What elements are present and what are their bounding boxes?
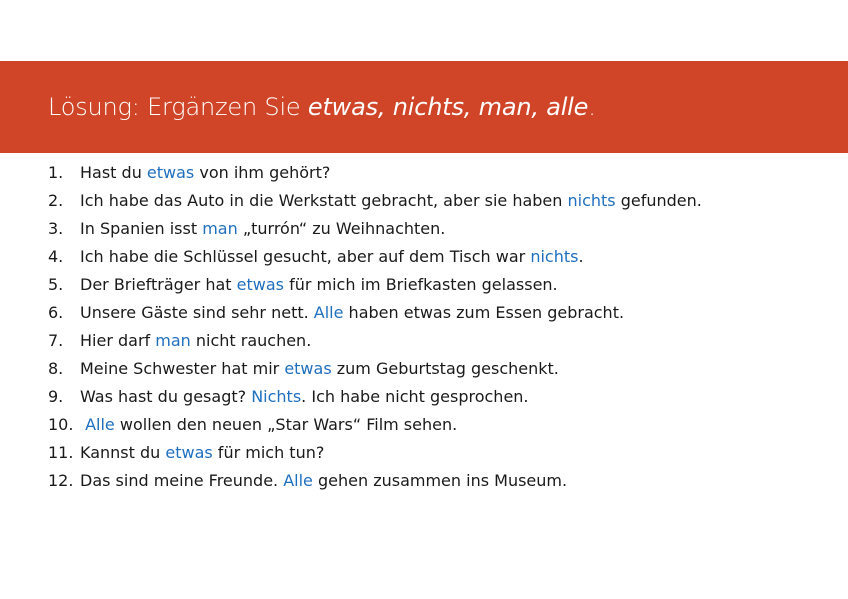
answer-word: Alle bbox=[283, 471, 313, 490]
list-item bbox=[48, 383, 838, 411]
item-text-before: Was hast du gesagt? bbox=[80, 387, 252, 406]
answer-word: etwas bbox=[165, 443, 213, 462]
list-item bbox=[48, 299, 838, 327]
answer-word: etwas bbox=[284, 359, 332, 378]
item-number: 7. bbox=[48, 331, 64, 350]
list-item bbox=[48, 159, 838, 187]
list-item bbox=[48, 187, 838, 215]
item-text bbox=[80, 191, 702, 210]
item-text-before: Meine Schwester hat mir bbox=[80, 359, 285, 378]
item-text bbox=[80, 443, 324, 462]
item-number: 8. bbox=[48, 359, 64, 378]
item-number: 12. bbox=[48, 471, 74, 490]
item-number: 11. bbox=[48, 443, 74, 462]
answer-list bbox=[48, 159, 838, 495]
item-text-after: für mich tun? bbox=[212, 443, 325, 462]
item-text-after: wollen den neuen „Star Wars“ Film sehen. bbox=[114, 415, 458, 434]
item-text-before: Kannst du bbox=[80, 443, 166, 462]
item-text-after: von ihm gehört? bbox=[194, 163, 331, 182]
answer-word: Nichts bbox=[251, 387, 302, 406]
item-number: 2. bbox=[48, 191, 64, 210]
item-text-after: haben etwas zum Essen gebracht. bbox=[343, 303, 625, 322]
list-item bbox=[48, 439, 838, 467]
answer-word: man bbox=[155, 331, 191, 350]
list-item bbox=[48, 271, 838, 299]
item-text bbox=[80, 387, 529, 406]
title-bar bbox=[0, 61, 848, 153]
item-text-before: Hier darf bbox=[80, 331, 156, 350]
list-item bbox=[48, 411, 838, 439]
answer-word: man bbox=[202, 219, 238, 238]
title-emphasis: etwas, nichts, man, alle bbox=[307, 93, 589, 121]
item-text-before: Unsere Gäste sind sehr nett. bbox=[80, 303, 314, 322]
item-text-after: . bbox=[578, 247, 584, 266]
item-number: 5. bbox=[48, 275, 64, 294]
item-text-after: gefunden. bbox=[615, 191, 702, 210]
item-text bbox=[80, 331, 311, 350]
item-text-after: „turrón“ zu Weihnachten. bbox=[237, 219, 446, 238]
list-item bbox=[48, 327, 838, 355]
item-text bbox=[80, 303, 624, 322]
list-item bbox=[48, 215, 838, 243]
item-text-before: Ich habe das Auto in die Werkstatt gebracht, aber sie haben bbox=[80, 191, 568, 210]
item-number: 9. bbox=[48, 387, 64, 406]
item-text-before: Hast du bbox=[80, 163, 147, 182]
item-text-before: Das sind meine Freunde. bbox=[80, 471, 284, 490]
item-text bbox=[80, 415, 457, 434]
item-number: 6. bbox=[48, 303, 64, 322]
answer-word: Alle bbox=[313, 303, 344, 322]
item-text-before: Ich habe die Schlüssel gesucht, aber auf dem Tisch war bbox=[80, 247, 531, 266]
item-text bbox=[80, 275, 558, 294]
list-item bbox=[48, 467, 838, 495]
slide-title bbox=[48, 93, 596, 121]
item-text-after: nicht rauchen. bbox=[190, 331, 312, 350]
item-text bbox=[80, 219, 445, 238]
title-prefix: Lösung: Ergänzen Sie bbox=[48, 93, 308, 121]
item-text bbox=[80, 359, 559, 378]
item-number: 1. bbox=[48, 163, 64, 182]
list-item bbox=[48, 355, 838, 383]
answer-word: nichts bbox=[530, 247, 579, 266]
answer-word: etwas bbox=[236, 275, 284, 294]
answer-word: etwas bbox=[146, 163, 195, 182]
item-number: 10. bbox=[48, 415, 74, 434]
answer-word: Alle bbox=[85, 415, 115, 434]
item-text-after: . Ich habe nicht gesprochen. bbox=[301, 387, 529, 406]
title-suffix: . bbox=[588, 93, 596, 121]
list-item bbox=[48, 243, 838, 271]
item-text-before: Der Briefträger hat bbox=[80, 275, 237, 294]
item-text-after: für mich im Briefkasten gelassen. bbox=[284, 275, 558, 294]
item-number: 4. bbox=[48, 247, 64, 266]
item-number: 3. bbox=[48, 219, 64, 238]
item-text bbox=[80, 471, 567, 490]
item-text-after: gehen zusammen ins Museum. bbox=[312, 471, 568, 490]
item-text bbox=[80, 163, 330, 182]
item-text bbox=[80, 247, 584, 266]
item-text-before: In Spanien isst bbox=[80, 219, 203, 238]
item-text-after: zum Geburtstag geschenkt. bbox=[331, 359, 559, 378]
answer-word: nichts bbox=[567, 191, 616, 210]
